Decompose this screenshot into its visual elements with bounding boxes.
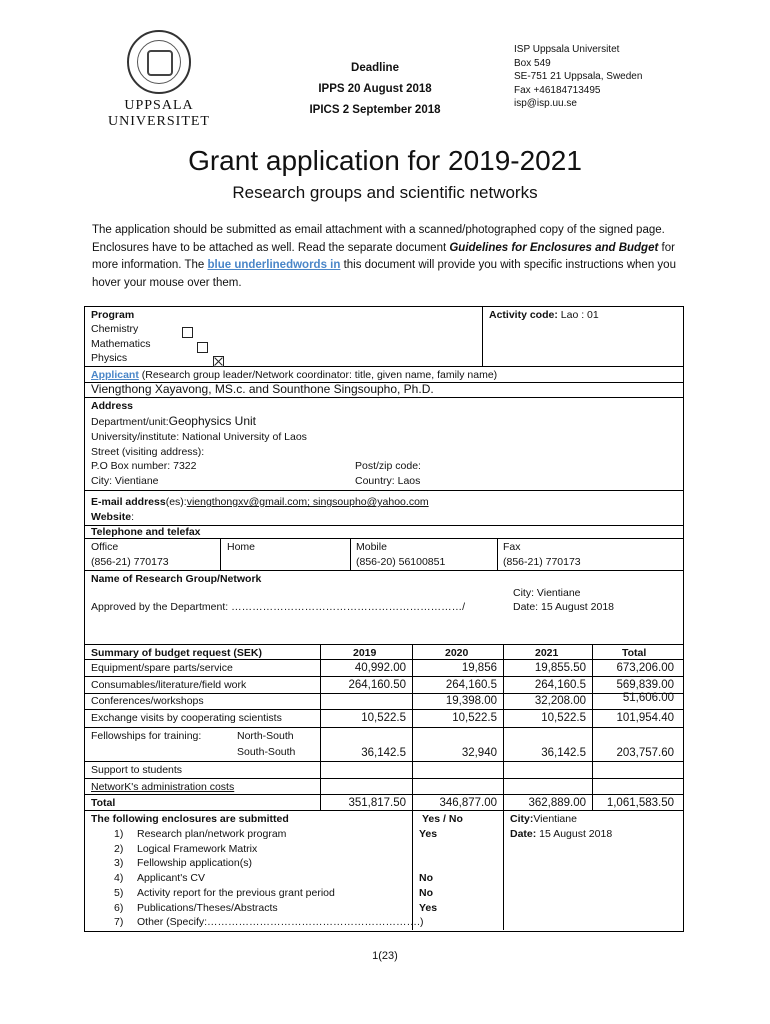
page-title: Grant application for 2019-2021 [188, 145, 582, 176]
divider [84, 644, 684, 645]
enclosure-item: Activity report for the previous grant period [137, 887, 335, 899]
website-field[interactable]: Website: [91, 511, 134, 523]
divider [84, 727, 684, 728]
budget-header-2021: 2021 [535, 647, 559, 659]
divider [84, 490, 684, 491]
activity-code: Activity code: Lao : 01 [489, 309, 599, 321]
budget-cell[interactable]: 40,992.00 [354, 662, 406, 674]
budget-cell[interactable]: 264,160.5 [445, 679, 497, 691]
fax-value[interactable]: (856-21) 770173 [503, 556, 581, 568]
budget-cell[interactable]: 673,206.00 [616, 662, 674, 674]
mobile-value[interactable]: (856-20) 56100851 [356, 556, 446, 568]
enclosure-item: Applicant's CV [137, 872, 205, 884]
budget-cell[interactable]: 264,160.50 [348, 679, 406, 691]
guidelines-reference: Guidelines for Enclosures and Budget [449, 241, 659, 254]
budget-header-total: Total [622, 647, 647, 659]
enclosure-number: 5) [114, 887, 124, 899]
deadline-block: Deadline IPPS 20 August 2018 IPICS 2 September 2018 [309, 62, 441, 116]
fax-label: Fax [503, 541, 521, 553]
street-field[interactable]: Street (visiting address): [91, 446, 205, 458]
enclosure-number: 4) [114, 872, 124, 884]
yes-no-header: Yes / No [422, 813, 463, 825]
enclosure-item: Research plan/network program [137, 828, 287, 840]
enclosure-answer[interactable]: Yes [419, 902, 438, 914]
enclosure-answer[interactable]: No [419, 872, 433, 884]
budget-cell[interactable]: 264,160.5 [534, 679, 586, 691]
total-label: Total [91, 797, 116, 809]
page-subtitle: Research groups and scientific networks [232, 183, 538, 202]
budget-cell[interactable]: 19,856 [461, 662, 497, 674]
university-name: UPPSALA UNIVERSITET [108, 98, 210, 129]
divider [84, 794, 684, 795]
support-students-label: Support to students [91, 764, 183, 776]
divider [84, 810, 684, 811]
total-cell: 351,817.50 [348, 797, 406, 809]
enclosure-number: 2) [114, 843, 124, 855]
chemistry-checkbox[interactable] [182, 327, 193, 338]
university-logo [104, 30, 214, 130]
address-label: Address [91, 400, 134, 412]
budget-cell[interactable]: 36,142.5 [541, 747, 586, 759]
budget-cell[interactable]: 10,522.5 [361, 712, 406, 724]
program-item-mathematics: Mathematics [91, 338, 151, 350]
divider [220, 538, 221, 570]
budget-row-label: Consumables/literature/field work [91, 679, 247, 691]
divider [84, 709, 684, 710]
pobox-field[interactable]: P.O Box number: 7322 [91, 460, 197, 472]
page-number: 1(23) [372, 950, 398, 962]
budget-cell[interactable]: 101,954.40 [616, 712, 674, 724]
physics-checkbox[interactable] [213, 356, 224, 367]
enclosure-item: Logical Framework Matrix [137, 843, 258, 855]
intro-paragraph: The application should be submitted as email attachment with a scanned/photographed copy of the signed page. Enclosures have to be attached as well. Read the separate document Guidelines for Enclosures and Budget for more information. The blue underlinedwords in this document will provide you with specific instructions when you hover your mouse over them. [92, 224, 676, 289]
budget-header-label: Summary of budget request (SEK) [91, 647, 262, 659]
enclosure-number: 3) [114, 857, 124, 869]
home-label: Home [227, 541, 256, 553]
enclosures-label: The following enclosures are submitted [91, 813, 289, 825]
enclosures-date[interactable]: Date: 15 August 2018 [510, 828, 613, 840]
enclosure-item: Publications/Theses/Abstracts [137, 902, 278, 914]
enclosure-item: Other (Specify:…………………………………………………….) [137, 916, 424, 928]
divider [84, 366, 684, 367]
applicant-label: Applicant (Research group leader/Network coordinator: title, given name, family name) [91, 369, 498, 381]
divider [84, 397, 684, 398]
budget-cell[interactable]: 19,398.00 [445, 695, 497, 707]
university-field[interactable]: University/institute: National University of Laos [91, 431, 307, 443]
enclosure-item: Fellowship application(s) [137, 857, 252, 869]
telephone-label: Telephone and telefax [91, 526, 201, 538]
enclosure-number: 1) [114, 828, 124, 840]
applicant-value[interactable]: Viengthong Xayavong, MS.c. and Sounthone Singsoupho, Ph.D. [91, 382, 434, 396]
fellowships-label: Fellowships for training: [91, 730, 202, 742]
office-label: Office [91, 541, 119, 553]
budget-cell[interactable]: 32,208.00 [534, 695, 586, 707]
office-value[interactable]: (856-21) 770173 [91, 556, 169, 568]
seal-icon [127, 30, 191, 94]
divider [84, 570, 684, 571]
applicant-link[interactable]: Applicant [91, 369, 139, 381]
north-south-label: North-South [237, 730, 294, 742]
divider [84, 676, 684, 677]
divider [84, 761, 684, 762]
department-field[interactable]: Department/unit:Geophysics Unit [91, 414, 256, 428]
hover-instructions-link[interactable]: blue underlinedwords in [207, 259, 341, 271]
budget-cell[interactable]: 10,522.5 [452, 712, 497, 724]
divider [482, 306, 483, 366]
city-field[interactable]: City: Vientiane [91, 475, 159, 487]
postzip-field[interactable]: Post/zip code: [355, 460, 421, 472]
divider [592, 644, 593, 810]
country-field[interactable]: Country: Laos [355, 475, 421, 487]
budget-row-label: Equipment/spare parts/service [91, 662, 233, 674]
budget-cell[interactable]: 10,522.5 [541, 712, 586, 724]
admin-costs-link[interactable]: NetworK's administration costs [91, 781, 235, 793]
budget-cell[interactable]: 203,757.60 [616, 747, 674, 759]
budget-cell[interactable]: 19,855.50 [534, 662, 586, 674]
program-label: Program [91, 309, 135, 321]
program-item-physics: Physics [91, 352, 128, 364]
enclosure-answer[interactable]: Yes [419, 828, 438, 840]
budget-header-2020: 2020 [445, 647, 469, 659]
enclosures-city[interactable]: City:Vientiane [510, 813, 577, 825]
enclosure-number: 6) [114, 902, 124, 914]
mobile-label: Mobile [356, 541, 387, 553]
divider [350, 538, 351, 570]
divider [497, 538, 498, 570]
mathematics-checkbox[interactable] [197, 342, 208, 353]
budget-cell[interactable]: 569,839.00 [616, 679, 674, 691]
program-item-chemistry: Chemistry [91, 323, 139, 335]
budget-cell[interactable]: 32,940 [461, 747, 497, 759]
enclosure-number: 7) [114, 916, 124, 928]
divider [320, 644, 321, 810]
budget-header-2019: 2019 [353, 647, 377, 659]
budget-row-label: Conferences/workshops [91, 695, 204, 707]
approval-date[interactable]: Date: 15 August 2018 [513, 601, 614, 613]
total-cell: 362,889.00 [528, 797, 586, 809]
divider [503, 644, 504, 930]
enclosure-answer[interactable]: No [419, 887, 433, 899]
total-cell: 346,877.00 [439, 797, 497, 809]
email-field[interactable]: E-mail address(es):viengthongxv@gmail.com; singsoupho@yahoo.com [91, 496, 429, 508]
south-south-label: South-South [237, 746, 296, 758]
research-group-label: Name of Research Group/Network [91, 573, 262, 585]
divider [412, 644, 413, 930]
approval-city[interactable]: City: Vientiane [513, 587, 581, 599]
budget-cell[interactable]: 36,142.5 [361, 747, 406, 759]
divider [84, 778, 684, 779]
budget-row-label: Exchange visits by cooperating scientists [91, 712, 282, 724]
isp-address: ISP Uppsala Universitet Box 549 SE-751 21 Uppsala, Sweden Fax +46184713495 isp@isp.uu.se [514, 44, 643, 109]
total-cell: 1,061,583.50 [606, 797, 674, 809]
budget-cell[interactable]: 51,606.00 [622, 692, 674, 704]
department-approval[interactable]: Approved by the Department: …………………………………………………………/ [91, 601, 465, 613]
